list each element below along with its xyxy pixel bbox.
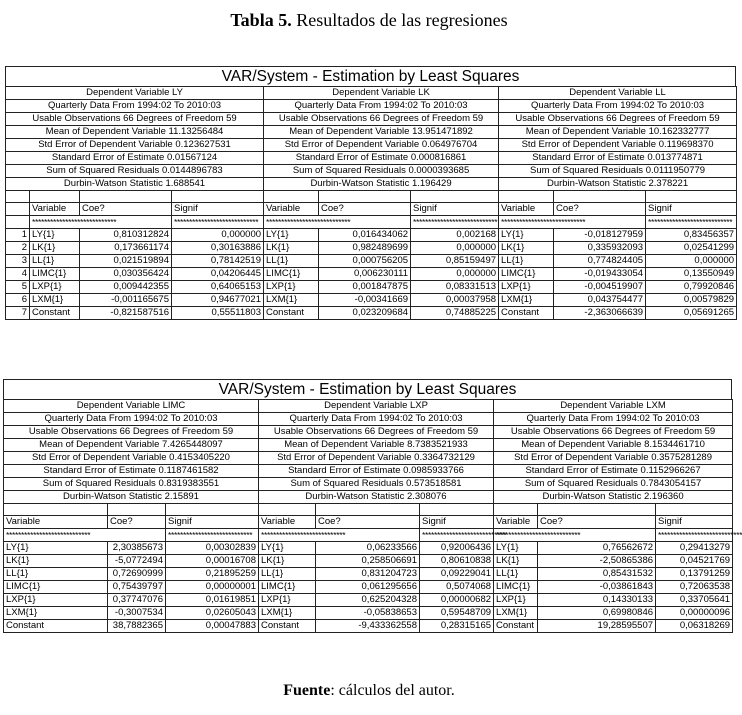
table-row — [4, 555, 733, 568]
column-label-row — [4, 516, 733, 529]
source-label: Fuente — [283, 682, 331, 699]
significance-cell: 0,000000 — [172, 229, 264, 242]
coefficient-cell: -2,50865386 — [538, 555, 656, 568]
header-cell: Quarterly Data From 1994:02 To 2010:03 — [4, 413, 259, 426]
variable-cell: LY{1} — [494, 542, 538, 555]
header-cell: Durbin-Watson Statistic 1.688541 — [6, 178, 264, 191]
header-row — [4, 478, 733, 491]
spacer-cell — [538, 504, 656, 516]
variable-cell: LXM{1} — [494, 607, 538, 620]
header-row — [6, 87, 737, 100]
variable-cell: LXP{1} — [259, 594, 316, 607]
separator-stars: **************************** — [499, 216, 646, 229]
coefficient-cell: -0,00341669 — [319, 294, 411, 307]
header-row — [6, 126, 737, 139]
significance-cell: 0,02605043 — [166, 607, 259, 620]
coefficient-cell: -9,433362558 — [316, 620, 420, 633]
table-row — [6, 242, 737, 255]
significance-cell: 0,59548709 — [420, 607, 494, 620]
column-label: Signif — [656, 516, 733, 529]
spacer-cell — [6, 191, 30, 203]
variable-cell: LXM{1} — [259, 607, 316, 620]
header-cell: Sum of Squared Residuals 0.0111950779 — [499, 165, 737, 178]
header-cell: Dependent Variable LXP — [259, 400, 494, 413]
significance-cell: 0,01619851 — [166, 594, 259, 607]
significance-cell: 0,000000 — [411, 268, 499, 281]
header-cell: Quarterly Data From 1994:02 To 2010:03 — [499, 100, 737, 113]
variable-cell: LY{1} — [30, 229, 80, 242]
header-cell: Quarterly Data From 1994:02 To 2010:03 — [494, 413, 733, 426]
variable-cell: LIMC{1} — [4, 581, 108, 594]
header-cell: Dependent Variable LL — [499, 87, 737, 100]
significance-cell: 0,30163886 — [172, 242, 264, 255]
header-cell: Mean of Dependent Variable 11.13256484 — [6, 126, 264, 139]
header-cell: Standard Error of Estimate 0.1152966267 — [494, 465, 733, 478]
header-cell: Usable Observations 66 Degrees of Freedom 59 — [6, 113, 264, 126]
variable-cell: Constant — [499, 307, 554, 320]
coefficient-cell: 19,28595507 — [538, 620, 656, 633]
variable-cell: LIMC{1} — [30, 268, 80, 281]
header-cell: Sum of Squared Residuals 0.0000393685 — [264, 165, 499, 178]
header-row — [4, 413, 733, 426]
coefficient-cell: 0,021519894 — [80, 255, 172, 268]
significance-cell: 0,29413279 — [656, 542, 733, 555]
coefficient-cell: 0,173661174 — [80, 242, 172, 255]
separator-stars: **************************** — [4, 529, 166, 542]
column-label: Signif — [166, 516, 259, 529]
header-row — [6, 139, 737, 152]
coefficient-cell: 0,001847875 — [319, 281, 411, 294]
header-cell: Dependent Variable LK — [264, 87, 499, 100]
table-row — [4, 568, 733, 581]
coefficient-cell: 0,982489699 — [319, 242, 411, 255]
separator-stars: **************************** — [646, 216, 737, 229]
coefficient-cell: 0,774824405 — [554, 255, 646, 268]
variable-cell: LL{1} — [264, 255, 319, 268]
significance-cell: 0,04206445 — [172, 268, 264, 281]
significance-cell: 0,13550949 — [646, 268, 737, 281]
column-label: Signif — [411, 203, 499, 216]
header-cell: Durbin-Watson Statistic 1.196429 — [264, 178, 499, 191]
variable-cell: LK{1} — [264, 242, 319, 255]
table-row — [4, 542, 733, 555]
header-cell: Durbin-Watson Statistic 2.196360 — [494, 491, 733, 504]
coefficient-cell: 0,625204328 — [316, 594, 420, 607]
row-number: 2 — [6, 242, 30, 255]
table-row — [6, 255, 737, 268]
source-note — [0, 682, 738, 700]
header-cell: Sum of Squared Residuals 0.0144896783 — [6, 165, 264, 178]
table-row — [4, 581, 733, 594]
coefficient-cell: 2,30385673 — [108, 542, 166, 555]
spacer-cell — [499, 191, 554, 203]
coefficient-cell: 0,76562672 — [538, 542, 656, 555]
significance-cell: 0,5074068 — [420, 581, 494, 594]
coefficient-cell: 0,14330133 — [538, 594, 656, 607]
separator-stars: **************************** — [30, 216, 172, 229]
separator-stars: **************************** — [166, 529, 259, 542]
column-label: Signif — [646, 203, 737, 216]
coefficient-cell: 0,06233566 — [316, 542, 420, 555]
variable-cell: LK{1} — [259, 555, 316, 568]
coefficient-cell: 0,75439797 — [108, 581, 166, 594]
header-row — [6, 178, 737, 191]
significance-cell: 0,00579829 — [646, 294, 737, 307]
spacer-cell — [80, 191, 172, 203]
column-label: Variable — [4, 516, 108, 529]
coefficient-cell: 0,85431532 — [538, 568, 656, 581]
significance-cell: 0,00037958 — [411, 294, 499, 307]
coefficient-cell: 38,7882365 — [108, 620, 166, 633]
table-row — [4, 607, 733, 620]
significance-cell: 0,02541299 — [646, 242, 737, 255]
coefficient-cell: -0,004519907 — [554, 281, 646, 294]
significance-cell: 0,000000 — [411, 242, 499, 255]
significance-cell: 0,00047883 — [166, 620, 259, 633]
column-label: Variable — [499, 203, 554, 216]
variable-cell: LK{1} — [4, 555, 108, 568]
header-cell: Quarterly Data From 1994:02 To 2010:03 — [6, 100, 264, 113]
significance-cell: 0,00000001 — [166, 581, 259, 594]
row-number: 7 — [6, 307, 30, 320]
header-cell: Usable Observations 66 Degrees of Freedom 59 — [4, 426, 259, 439]
header-row — [6, 113, 737, 126]
header-cell: Standard Error of Estimate 0.013774871 — [499, 152, 737, 165]
significance-cell: 0,74885225 — [411, 307, 499, 320]
coefficient-cell: 0,043754477 — [554, 294, 646, 307]
header-cell: Standard Error of Estimate 0.01567124 — [6, 152, 264, 165]
significance-cell: 0,06318269 — [656, 620, 733, 633]
significance-cell: 0,85159497 — [411, 255, 499, 268]
coefficient-cell: 0,72690999 — [108, 568, 166, 581]
variable-cell: LIMC{1} — [264, 268, 319, 281]
variable-cell: LY{1} — [259, 542, 316, 555]
header-cell: Dependent Variable LXM — [494, 400, 733, 413]
coefficient-cell: 0,258506691 — [316, 555, 420, 568]
significance-cell: 0,72063538 — [656, 581, 733, 594]
variable-cell: LXP{1} — [499, 281, 554, 294]
column-label: Coe? — [554, 203, 646, 216]
separator-stars: **************************** — [172, 216, 264, 229]
header-cell: Standard Error of Estimate 0.0985933766 — [259, 465, 494, 478]
header-cell: Usable Observations 66 Degrees of Freedom 59 — [259, 426, 494, 439]
spacer-row — [4, 504, 733, 516]
row-number: 6 — [6, 294, 30, 307]
spacer-cell — [4, 504, 108, 516]
spacer-cell — [554, 191, 646, 203]
coefficient-cell: -0,03861843 — [538, 581, 656, 594]
coefficient-cell: -0,019433054 — [554, 268, 646, 281]
separator-stars: **************************** — [656, 529, 733, 542]
coefficient-cell: -0,001165675 — [80, 294, 172, 307]
separator-row — [4, 529, 733, 542]
significance-cell: 0,83456357 — [646, 229, 737, 242]
variable-cell: LIMC{1} — [259, 581, 316, 594]
variable-cell: LY{1} — [4, 542, 108, 555]
column-label: Signif — [420, 516, 494, 529]
header-row — [6, 100, 737, 113]
variable-cell: LXP{1} — [264, 281, 319, 294]
table-row — [6, 268, 737, 281]
table-row — [6, 294, 737, 307]
significance-cell: 0,78142519 — [172, 255, 264, 268]
coefficient-cell: 0,810312824 — [80, 229, 172, 242]
row-number: 1 — [6, 229, 30, 242]
header-cell: Durbin-Watson Statistic 2.378221 — [499, 178, 737, 191]
row-number: 3 — [6, 255, 30, 268]
significance-cell: 0,05691265 — [646, 307, 737, 320]
header-row — [4, 452, 733, 465]
header-cell: Std Error of Dependent Variable 0.4153405220 — [4, 452, 259, 465]
header-row — [6, 152, 737, 165]
variable-cell: LL{1} — [259, 568, 316, 581]
table-caption-text: Resultados de las regresiones — [291, 10, 508, 30]
coefficient-cell: 0,000756205 — [319, 255, 411, 268]
row-number: 5 — [6, 281, 30, 294]
header-cell: Usable Observations 66 Degrees of Freedom 59 — [499, 113, 737, 126]
header-row — [4, 426, 733, 439]
row-number-cell — [6, 203, 30, 216]
variable-cell: LXM{1} — [4, 607, 108, 620]
variable-cell: Constant — [30, 307, 80, 320]
header-cell: Quarterly Data From 1994:02 To 2010:03 — [264, 100, 499, 113]
variable-cell: LXM{1} — [499, 294, 554, 307]
table-caption-number: Tabla 5. — [230, 10, 292, 30]
coefficient-cell: 0,023209684 — [319, 307, 411, 320]
significance-cell: 0,64065153 — [172, 281, 264, 294]
significance-cell: 0,002168 — [411, 229, 499, 242]
significance-cell: 0,92006436 — [420, 542, 494, 555]
significance-cell: 0,08331513 — [411, 281, 499, 294]
separator-stars: **************************** — [264, 216, 411, 229]
variable-cell: Constant — [264, 307, 319, 320]
spacer-cell — [411, 191, 499, 203]
header-cell: Mean of Dependent Variable 10.162332777 — [499, 126, 737, 139]
variable-cell: LK{1} — [499, 242, 554, 255]
column-label: Variable — [259, 516, 316, 529]
header-row — [4, 400, 733, 413]
row-number: 4 — [6, 268, 30, 281]
spacer-cell — [259, 504, 316, 516]
header-row — [4, 439, 733, 452]
header-row — [6, 165, 737, 178]
coefficient-cell: 0,016434062 — [319, 229, 411, 242]
variable-cell: LL{1} — [30, 255, 80, 268]
spacer-row — [6, 191, 737, 203]
header-cell: Mean of Dependent Variable 7.4265448097 — [4, 439, 259, 452]
significance-cell: 0,00016708 — [166, 555, 259, 568]
significance-cell: 0,55511803 — [172, 307, 264, 320]
variable-cell: LK{1} — [30, 242, 80, 255]
spacer-cell — [30, 191, 80, 203]
header-cell: Standard Error of Estimate 0.1187461582 — [4, 465, 259, 478]
spacer-cell — [494, 504, 538, 516]
coefficient-cell: 0,030356424 — [80, 268, 172, 281]
header-cell: Standard Error of Estimate 0.000816861 — [264, 152, 499, 165]
header-cell: Usable Observations 66 Degrees of Freedom 59 — [494, 426, 733, 439]
coefficient-cell: -5,0772494 — [108, 555, 166, 568]
coefficient-cell: -0,018127959 — [554, 229, 646, 242]
coefficient-cell: -0,821587516 — [80, 307, 172, 320]
variable-cell: LIMC{1} — [494, 581, 538, 594]
header-cell: Std Error of Dependent Variable 0.3575281289 — [494, 452, 733, 465]
variable-cell: LXM{1} — [30, 294, 80, 307]
coefficient-cell: -0,3007534 — [108, 607, 166, 620]
header-cell: Std Error of Dependent Variable 0.119698370 — [499, 139, 737, 152]
variable-cell: LK{1} — [494, 555, 538, 568]
row-number-cell — [6, 216, 30, 229]
significance-cell: 0,79920846 — [646, 281, 737, 294]
column-label: Signif — [172, 203, 264, 216]
header-cell: Dependent Variable LIMC — [4, 400, 259, 413]
significance-cell: 0,33705641 — [656, 594, 733, 607]
column-label-row — [6, 203, 737, 216]
variable-cell: Constant — [494, 620, 538, 633]
header-cell: Std Error of Dependent Variable 0.3364732129 — [259, 452, 494, 465]
separator-stars: **************************** — [411, 216, 499, 229]
coefficient-cell: -0,05838653 — [316, 607, 420, 620]
column-label: Variable — [30, 203, 80, 216]
significance-cell: 0,94677021 — [172, 294, 264, 307]
coefficient-cell: 0,006230111 — [319, 268, 411, 281]
variable-cell: LXP{1} — [4, 594, 108, 607]
table-row — [6, 229, 737, 242]
header-cell: Std Error of Dependent Variable 0.123627531 — [6, 139, 264, 152]
spacer-cell — [319, 191, 411, 203]
table-caption — [0, 10, 738, 31]
variable-cell: LL{1} — [499, 255, 554, 268]
header-cell: Mean of Dependent Variable 13.951471892 — [264, 126, 499, 139]
table-row — [6, 281, 737, 294]
header-cell: Std Error of Dependent Variable 0.064976704 — [264, 139, 499, 152]
coefficient-cell: 0,009442355 — [80, 281, 172, 294]
column-label: Coe? — [319, 203, 411, 216]
source-text: : cálculos del autor. — [330, 682, 455, 699]
significance-cell: 0,00302839 — [166, 542, 259, 555]
spacer-cell — [264, 191, 319, 203]
spacer-cell — [656, 504, 733, 516]
coefficient-cell: 0,831204723 — [316, 568, 420, 581]
spacer-cell — [420, 504, 494, 516]
header-row — [4, 491, 733, 504]
significance-cell: 0,00000096 — [656, 607, 733, 620]
coefficient-cell: 0,335932093 — [554, 242, 646, 255]
variable-cell: LXP{1} — [30, 281, 80, 294]
table-row — [6, 307, 737, 320]
variable-cell: LXM{1} — [264, 294, 319, 307]
coefficient-cell: 0,061295656 — [316, 581, 420, 594]
significance-cell: 0,80610838 — [420, 555, 494, 568]
spacer-cell — [172, 191, 264, 203]
significance-cell: 0,09229041 — [420, 568, 494, 581]
spacer-cell — [166, 504, 259, 516]
spacer-cell — [108, 504, 166, 516]
column-label: Coe? — [538, 516, 656, 529]
variable-cell: LY{1} — [499, 229, 554, 242]
header-cell: Quarterly Data From 1994:02 To 2010:03 — [259, 413, 494, 426]
table-row — [4, 594, 733, 607]
variable-cell: LY{1} — [264, 229, 319, 242]
significance-cell: 0,21895259 — [166, 568, 259, 581]
regression-table — [5, 86, 737, 320]
coefficient-cell: 0,37747076 — [108, 594, 166, 607]
header-cell: Mean of Dependent Variable 8.1534461710 — [494, 439, 733, 452]
variable-cell: LL{1} — [4, 568, 108, 581]
variable-cell: LIMC{1} — [499, 268, 554, 281]
significance-cell: 0,000000 — [646, 255, 737, 268]
spacer-cell — [316, 504, 420, 516]
coefficient-cell: -2,363066639 — [554, 307, 646, 320]
separator-stars: **************************** — [259, 529, 420, 542]
header-cell: Dependent Variable LY — [6, 87, 264, 100]
variable-cell: LL{1} — [494, 568, 538, 581]
regression-block-2 — [3, 379, 742, 633]
significance-cell: 0,04521769 — [656, 555, 733, 568]
regression-block-1 — [5, 66, 736, 320]
header-cell: Durbin-Watson Statistic 2.308076 — [259, 491, 494, 504]
column-label: Variable — [264, 203, 319, 216]
separator-stars: **************************** — [494, 529, 656, 542]
significance-cell: 0,13791259 — [656, 568, 733, 581]
header-cell: Usable Observations 66 Degrees of Freedom 59 — [264, 113, 499, 126]
header-cell: Sum of Squared Residuals 0.7843054157 — [494, 478, 733, 491]
table-row — [4, 620, 733, 633]
block-title: VAR/System - Estimation by Least Squares — [3, 379, 732, 399]
variable-cell: LXP{1} — [494, 594, 538, 607]
header-cell: Durbin-Watson Statistic 2.15891 — [4, 491, 259, 504]
column-label: Coe? — [108, 516, 166, 529]
column-label: Coe? — [316, 516, 420, 529]
regression-table — [3, 399, 742, 633]
block-title: VAR/System - Estimation by Least Squares — [5, 66, 736, 86]
separator-row — [6, 216, 737, 229]
header-cell: Sum of Squared Residuals 0.8319383551 — [4, 478, 259, 491]
column-label: Variable — [494, 516, 538, 529]
header-row — [4, 465, 733, 478]
significance-cell: 0,28315165 — [420, 620, 494, 633]
separator-stars: **************************** — [420, 529, 494, 542]
spacer-cell — [646, 191, 737, 203]
column-label: Coe? — [80, 203, 172, 216]
coefficient-cell: 0,69980846 — [538, 607, 656, 620]
significance-cell: 0,00000682 — [420, 594, 494, 607]
variable-cell: Constant — [259, 620, 316, 633]
header-cell: Sum of Squared Residuals 0.573518581 — [259, 478, 494, 491]
variable-cell: Constant — [4, 620, 108, 633]
header-cell: Mean of Dependent Variable 8.7383521933 — [259, 439, 494, 452]
